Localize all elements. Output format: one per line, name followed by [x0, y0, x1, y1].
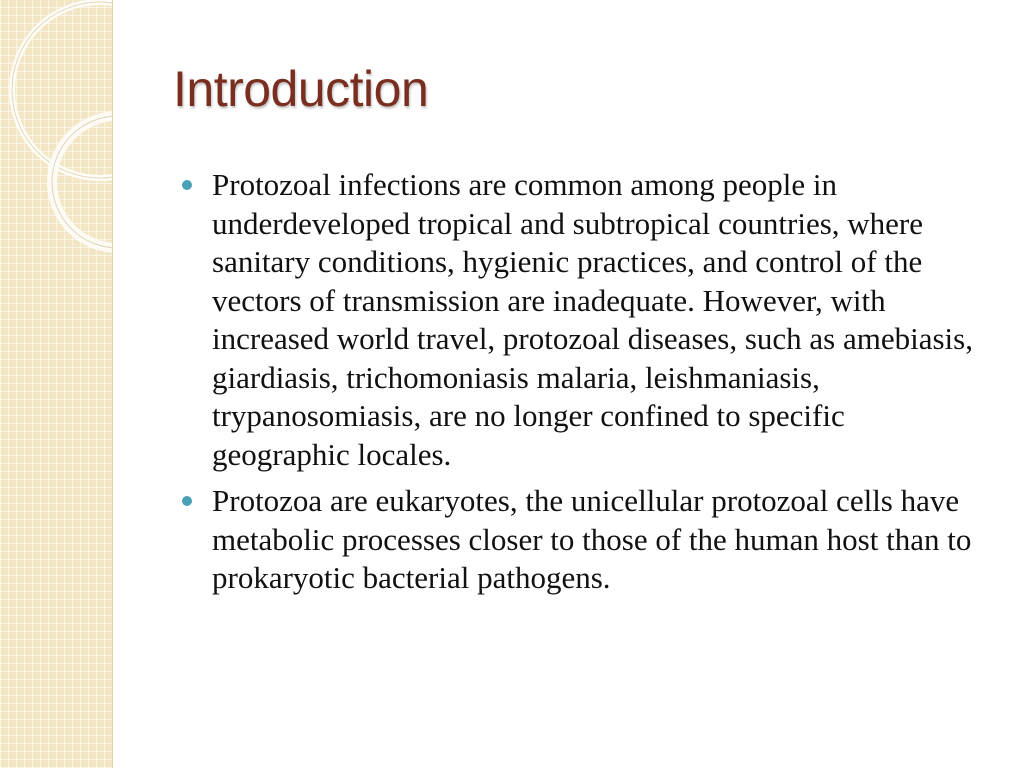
- bullet-text: Protozoa are eukaryotes, the unicellular protozoal cells have metabolic processes closer to those of the human host than to prokaryotic bacterial pathogens.: [212, 483, 972, 595]
- bullet-item: [178, 166, 988, 474]
- bullet-item: [178, 482, 988, 598]
- bullet-icon: [182, 180, 192, 190]
- decorative-rings: [0, 0, 112, 768]
- ring-lower-outline: [52, 116, 112, 248]
- bullet-text: Protozoal infections are common among people in underdeveloped tropical and subtropical countries, where sanitary conditions, hygienic practices, and control of the vectors of transmission are inadequate. However, with increased world travel, protozoal diseases, such as amebiasis, giardiasis, trichomoniasis malaria, leishmaniasis, trypanosomiasis, are no longer confined to specific geographic locales.: [212, 167, 973, 472]
- slide-title: Introduction: [173, 61, 429, 117]
- bullet-list: [178, 166, 988, 606]
- decorative-side-panel: [0, 0, 113, 768]
- ring-lower: [52, 116, 112, 248]
- bullet-icon: [182, 496, 192, 506]
